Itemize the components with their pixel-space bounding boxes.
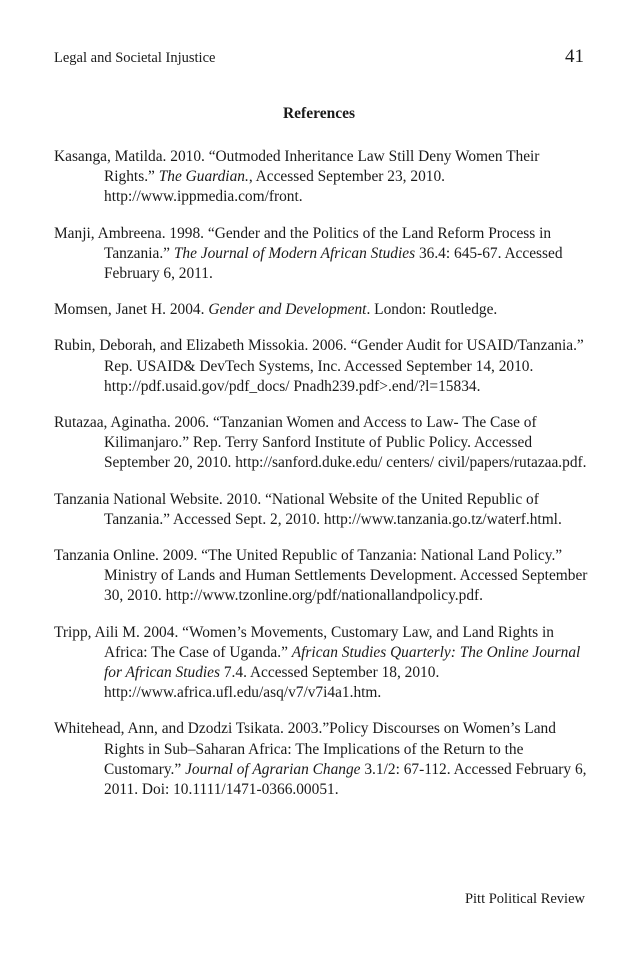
reference-entry: Momsen, Janet H. 2004. Gender and Development. London: Routledge. xyxy=(54,301,498,319)
reference-entry: Tanzania Online. 2009. “The United Republic of Tanzania: National Land Policy.” Ministry of Lands and Human Settlements Development. Accessed September 30, 2010. http://www.tzonline.org/pdf/nationallandpolicy.pdf. xyxy=(54,547,588,605)
reference-list xyxy=(54,147,590,816)
reference-entry: Kasanga, Matilda. 2010. “Outmoded Inheritance Law Still Deny Women Their Rights.” The Guardian., Accessed September 23, 2010. http://www.ippmedia.com/front. xyxy=(54,148,540,206)
references-title: References xyxy=(282,105,355,122)
running-head: Legal and Societal Injustice xyxy=(54,50,216,66)
footer-journal-name: Pitt Political Review xyxy=(464,891,585,907)
reference-entry: Tanzania National Website. 2010. “National Website of the United Republic of Tanzania.” Accessed Sept. 2, 2010. http://www.tanzania.go.tz/waterf.html. xyxy=(54,490,562,528)
page-number: 41 xyxy=(565,46,584,67)
reference-entry: Manji, Ambreena. 1998. “Gender and the Politics of the Land Reform Process in Tanzania.” The Journal of Modern African Studies 36.4: 645-67. Accessed February 6, 2011. xyxy=(54,224,563,283)
reference-entry: Rutazaa, Aginatha. 2006. “Tanzanian Women and Access to Law- The Case of Kilimanjaro.” Rep. Terry Sanford Institute of Public Policy. Accessed September 20, 2010. http://sanford.duke.edu/ centers/ civil/papers/rutazaa.pdf. xyxy=(54,414,587,472)
reference-entry: Tripp, Aili M. 2004. “Women’s Movements, Customary Law, and Land Rights in Africa: The Case of Uganda.” African Studies Quarterly: The Online Journal for African Studies 7.4. Accessed September 18, 2010. http://www.africa.ufl.edu/asq/v7/v7i4a1.htm. xyxy=(54,623,581,702)
reference-entry: Whitehead, Ann, and Dzodzi Tsikata. 2003.”Policy Discourses on Women’s Land Rights in Sub–Saharan Africa: The Implications of the Return to the Customary.” Journal of Agrarian Change 3.1/2: 67-112. Accessed February 6, 2011. Doi: 10.1111/1471-0366.00051. xyxy=(54,720,587,799)
reference-entry: Rubin, Deborah, and Elizabeth Missokia. 2006. “Gender Audit for USAID/Tanzania.” Rep. USAID& DevTech Systems, Inc. Accessed September 14, 2010. http://pdf.usaid.gov/pdf_docs/ Pnadh239.pdf>.end/?l=15834. xyxy=(54,337,584,395)
